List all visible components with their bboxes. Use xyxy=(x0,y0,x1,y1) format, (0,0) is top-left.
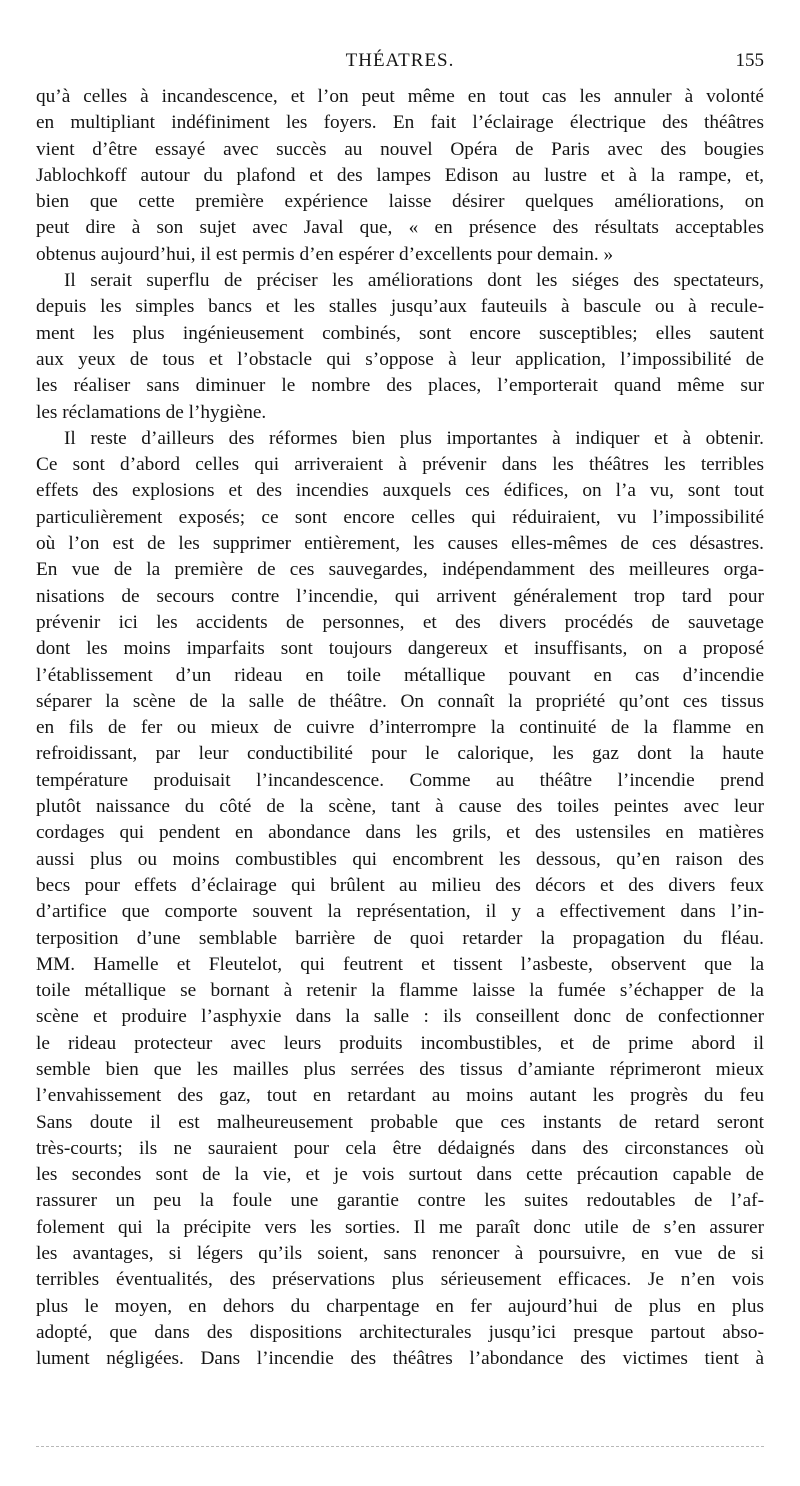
text-line: obtenus aujourd’hui, il est permis d’en espérer d’excellents pour demain. » xyxy=(36,243,614,265)
text-line: dont les moins imparfaits sont toujours dangereux et insuffisants, on a proposé xyxy=(36,638,764,660)
text-line: cordages qui pendent en abondance dans les grils, et des ustensiles en matières xyxy=(36,822,764,844)
paragraph xyxy=(36,268,764,426)
text-line: les secondes sont de la vie, et je vois surtout dans cette précaution capable de xyxy=(36,1164,764,1186)
text-line: peut dire à son sujet avec Javal que, « en présence des résultats acceptables xyxy=(36,217,764,239)
text-line: le rideau protecteur avec leurs produits incombustibles, et de prime abord il xyxy=(36,1032,764,1054)
text-line: en multipliant indéfiniment les foyers. En fait l’éclairage électrique des théâtres xyxy=(36,112,764,134)
text-line: l’envahissement des gaz, tout en retardant au moins autant les progrès du feu xyxy=(36,1085,764,1107)
text-line: adopté, que dans des dispositions architecturales jusqu’ici presque partout abso- xyxy=(36,1321,764,1343)
text-line: En vue de la première de ces sauvegardes, indépendamment des meilleures orga- xyxy=(36,559,764,581)
text-line: terposition d’une semblable barrière de quoi retarder la propagation du fléau. xyxy=(36,927,764,949)
text-line: les réclamations de l’hygiène. xyxy=(36,401,267,423)
text-line: Sans doute il est malheureusement probable que ces instants de retard seront xyxy=(36,1111,764,1133)
text-line: d’artifice que comporte souvent la représentation, il y a effectivement dans l’in- xyxy=(36,901,764,923)
text-line: bien que cette première expérience laisse désirer quelques améliorations, on xyxy=(36,191,764,213)
text-line: Jablochkoff autour du plafond et des lampes Edison au lustre et à la rampe, et, xyxy=(36,164,764,186)
text-line: séparer la scène de la salle de théâtre. On connaît la propriété qu’ont ces tissus xyxy=(36,690,764,712)
text-line: plus le moyen, en dehors du charpentage en fer aujourd’hui de plus en plus xyxy=(36,1295,764,1317)
text-line: toile métallique se bornant à retenir la flamme laisse la fumée s’échapper de la xyxy=(36,980,764,1002)
text-line: ment les plus ingénieusement combinés, sont encore susceptibles; elles sautent xyxy=(36,322,764,344)
text-line: effets des explosions et des incendies auxquels ces édifices, on l’a vu, sont tout xyxy=(36,480,764,502)
running-title: THÉATRES. xyxy=(345,50,455,71)
text-line: Ce sont d’abord celles qui arriveraient à prévenir dans les théâtres les terribles xyxy=(36,454,764,476)
text-line: les avantages, si légers qu’ils soient, sans renoncer à poursuivre, en vue de si xyxy=(36,1243,764,1265)
text-line: Il serait superflu de préciser les améliorations dont les siéges des spectateurs, xyxy=(64,270,764,292)
paragraph xyxy=(36,426,764,1373)
text-line: MM. Hamelle et Fleutelot, qui feutrent et tissent l’asbeste, observent que la xyxy=(36,953,764,975)
text-line: refroidissant, par leur conductibilité pour le calorique, les gaz dont la haute xyxy=(36,743,764,765)
text-line: folement qui la précipite vers les sorties. Il me paraît donc utile de s’en assurer xyxy=(36,1216,764,1238)
text-line: lument négligées. Dans l’incendie des théâtres l’abondance des victimes tient à xyxy=(36,1348,764,1370)
page-number: 155 xyxy=(735,50,764,71)
text-line: Il reste d’ailleurs des réformes bien plus importantes à indiquer et à obtenir. xyxy=(64,427,764,449)
text-line: l’établissement d’un rideau en toile métallique pouvant en cas d’incendie xyxy=(36,664,764,686)
paragraph xyxy=(36,84,764,268)
text-line: les réaliser sans diminuer le nombre des places, l’emporterait quand même sur xyxy=(36,375,764,397)
text-line: qu’à celles à incandescence, et l’on peut même en tout cas les annuler à volonté xyxy=(36,86,764,107)
text-line: depuis les simples bancs et les stalles jusqu’aux fauteuils à bascule ou à recule- xyxy=(36,296,764,318)
text-line: prévenir ici les accidents de personnes, et des divers procédés de sauvetage xyxy=(36,611,764,633)
page-header xyxy=(36,50,764,74)
text-line: en fils de fer ou mieux de cuivre d’interrompre la continuité de la flamme en xyxy=(36,717,764,739)
text-line: aussi plus ou moins combustibles qui encombrent les dessous, qu’en raison des xyxy=(36,848,764,870)
text-line: nisations de secours contre l’incendie, qui arrivent généralement trop tard pour xyxy=(36,585,764,607)
text-line: température produisait l’incandescence. Comme au théâtre l’incendie prend xyxy=(36,769,764,791)
text-line: où l’on est de les supprimer entièrement, les causes elles-mêmes de ces désastres. xyxy=(36,533,764,555)
text-line: particulièrement exposés; ce sont encore celles qui réduiraient, vu l’impossibilité xyxy=(36,506,764,528)
text-line: plutôt naissance du côté de la scène, tant à cause des toiles peintes avec leur xyxy=(36,796,764,818)
text-line: rassurer un peu la foule une garantie contre les suites redoutables de l’af- xyxy=(36,1190,764,1212)
text-line: becs pour effets d’éclairage qui brûlent au milieu des décors et des divers feux xyxy=(36,874,764,896)
body-text xyxy=(36,84,764,1373)
text-line: très-courts; ils ne sauraient pour cela être dédaignés dans des circonstances où xyxy=(36,1137,764,1159)
text-line: terribles éventualités, des préservations plus sérieusement efficaces. Je n’en vois xyxy=(36,1269,764,1291)
text-line: scène et produire l’asphyxie dans la salle : ils conseillent donc de confectionner xyxy=(36,1006,764,1028)
footer-rule xyxy=(36,1446,764,1447)
text-line: vient d’être essayé avec succès au nouvel Opéra de Paris avec des bougies xyxy=(36,138,764,160)
text-line: aux yeux de tous et l’obstacle qui s’oppose à leur application, l’impossibilité de xyxy=(36,348,764,370)
text-line: semble bien que les mailles plus serrées des tissus d’amiante réprimeront mieux xyxy=(36,1058,764,1080)
